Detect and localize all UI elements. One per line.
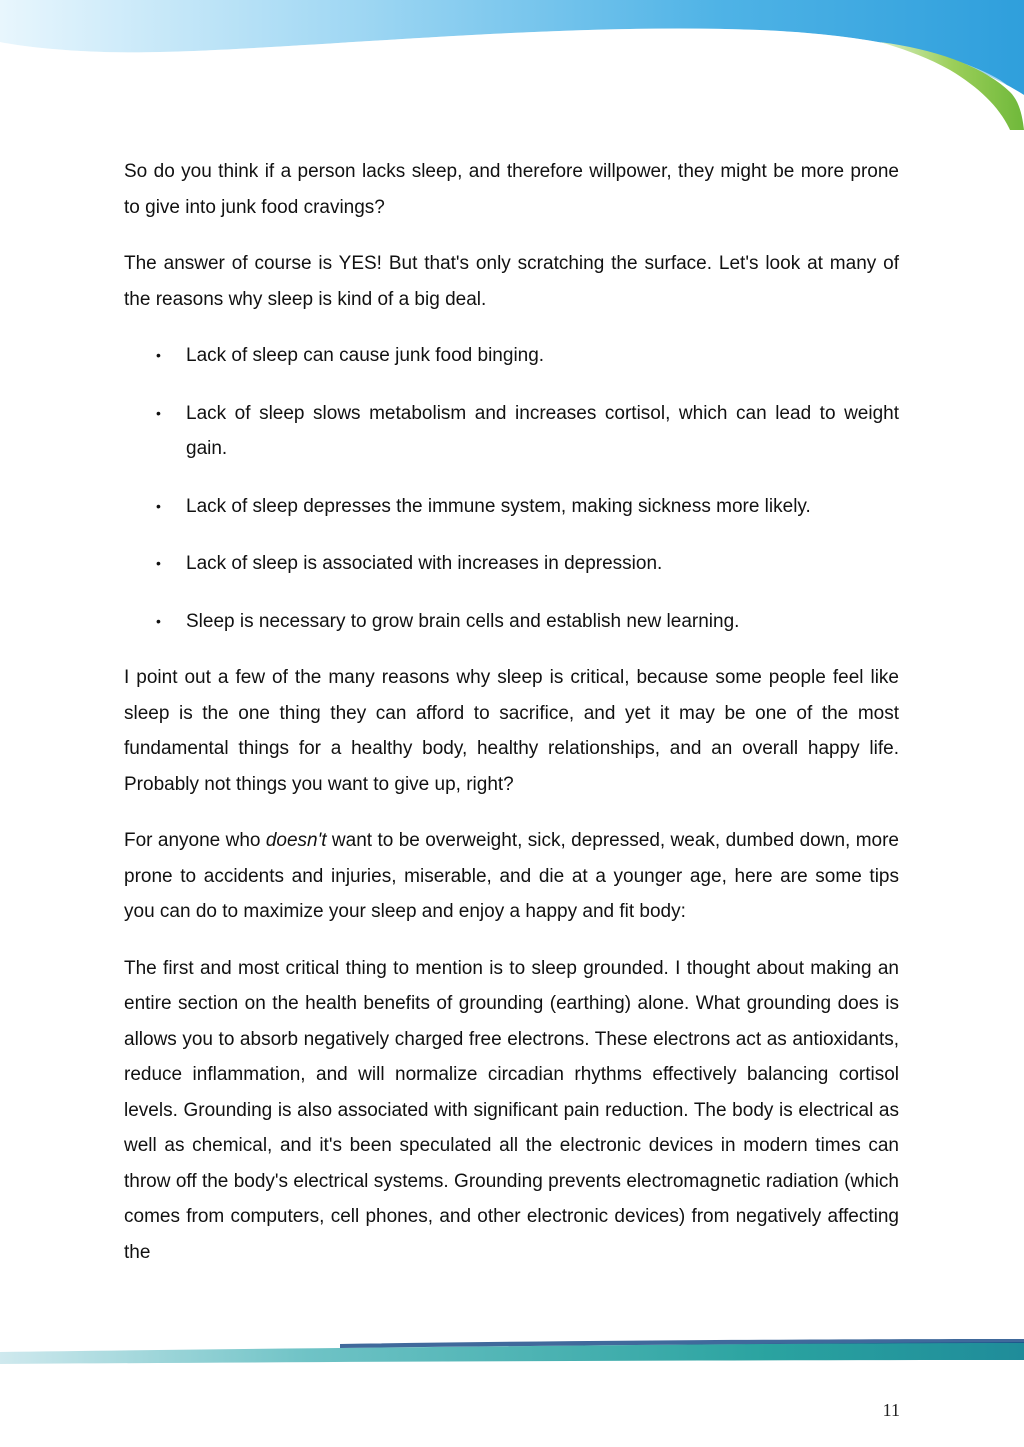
emphasized-word: doesn't: [265, 830, 327, 851]
page-number: 11: [882, 1400, 900, 1420]
header-wave-decoration: [0, 0, 1024, 140]
critical-reasons-paragraph: I point out a few of the many reasons why sleep is critical, because some people feel like sleep is the one thing they can afford to sacrifice, and yet it may be one of the most fundamental things for a healthy body, healthy relationships, and an overall happy life. Probably not things you want to give up, right?: [124, 667, 899, 795]
answer-paragraph: The answer of course is YES! But that's only scratching the surface. Let's look at many of the reasons why sleep is kind of a big deal.: [124, 253, 899, 310]
bullet-icon: •: [156, 404, 161, 421]
bullet-icon: •: [156, 555, 161, 571]
page-body: [124, 154, 899, 1291]
bullet-icon: •: [156, 497, 161, 514]
grounding-paragraph: The first and most critical thing to mention is to sleep grounded. I thought about making an entire section on the health benefits of grounding (earthing) alone. What grounding does is allows you to absorb negatively charged free electrons. These electrons act as antioxidants, reduce inflammation, and will normalize circadian rhythms effectively balancing cortisol levels. Grounding is also associated with significant pain reduction. The body is electrical as well as chemical, and it's been speculated all the electronic devices in modern times can throw off the body's electrical systems. Grounding prevents electromagnetic radiation (which comes from computers, cell phones, and other electronic devices) from negatively affecting the: [124, 957, 899, 1263]
tips-intro-paragraph: [124, 823, 899, 930]
footer-band-decoration: [0, 1336, 1024, 1368]
bullet-icon: •: [156, 347, 161, 363]
list-item-text: Sleep is necessary to grow brain cells and establish new learning.: [186, 610, 740, 632]
list-item: [124, 338, 899, 374]
list-item-text: Lack of sleep slows metabolism and increases cortisol, which can lead to weight gain.: [186, 402, 899, 459]
bullet-icon: •: [156, 612, 161, 629]
tips-text-start: For anyone who: [124, 830, 266, 851]
list-item-text: Lack of sleep can cause junk food binging.: [186, 345, 545, 366]
sleep-reasons-list: [124, 338, 899, 639]
list-item-text: Lack of sleep depresses the immune system, making sickness more likely.: [186, 495, 811, 517]
list-item-text: Lack of sleep is associated with increases in depression.: [186, 553, 663, 574]
list-item: [124, 604, 899, 640]
list-item: [124, 546, 899, 582]
list-item: [124, 489, 899, 525]
intro-paragraph: So do you think if a person lacks sleep, and therefore willpower, they might be more prone to give into junk food cravings?: [124, 161, 899, 218]
list-item: [124, 396, 899, 467]
tips-text-end: want to be overweight, sick, depressed, weak, dumbed down, more prone to accidents and injuries, miserable, and die at a younger age, here are some tips you can do to maximize your sleep and enjoy a happy and fit body:: [124, 830, 899, 922]
